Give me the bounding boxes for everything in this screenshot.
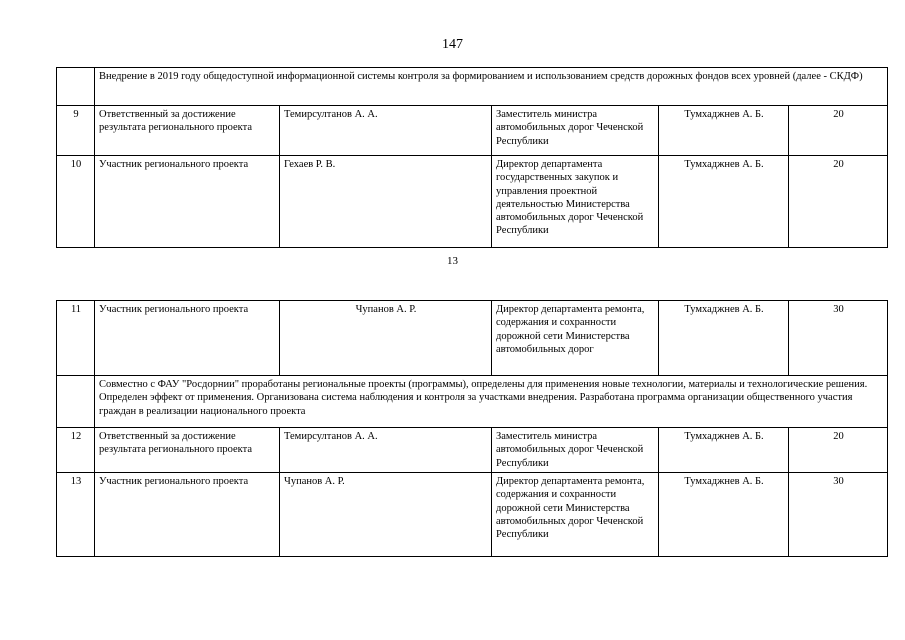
table-row	[57, 156, 888, 248]
supervisor-cell: Тумхаджнев А. Б.	[659, 156, 789, 248]
table-row	[57, 428, 888, 473]
section-row	[57, 68, 888, 106]
row-number: 13	[57, 473, 95, 557]
table-row	[57, 106, 888, 156]
participants-table-top	[56, 67, 888, 248]
name-cell: Чупанов А. Р.	[280, 473, 492, 557]
role-cell: Участник регионального проекта	[95, 301, 280, 376]
row-number: 10	[57, 156, 95, 248]
row-number: 11	[57, 301, 95, 376]
section-text: Совместно с ФАУ "Росдорнии" проработаны региональные проекты (программы), определены для применения новые технологии, материалы и технологические решения. Определен эффект от применения. Организована система наблюдения и контроля за участками внедрения. Разработана программа организации общественного участия граждан в реализации национального проекта	[95, 376, 888, 428]
supervisor-cell: Тумхаджнев А. Б.	[659, 473, 789, 557]
position-cell: Заместитель министра автомобильных дорог Чеченской Республики	[492, 106, 659, 156]
row-number: 9	[57, 106, 95, 156]
name-cell: Темирсултанов А. А.	[280, 106, 492, 156]
section-text: Внедрение в 2019 году общедоступной информационной системы контроля за формированием и использованием средств дорожных фондов всех уровней (далее - СКДФ)	[95, 68, 888, 106]
role-cell: Участник регионального проекта	[95, 473, 280, 557]
name-cell: Гехаев Р. В.	[280, 156, 492, 248]
position-cell: Директор департамента ремонта, содержания и сохранности дорожной сети Министерства автомобильных дорог Чеченской Республики	[492, 473, 659, 557]
table-row	[57, 301, 888, 376]
score-cell: 20	[789, 156, 888, 248]
position-cell: Заместитель министра автомобильных дорог Чеченской Республики	[492, 428, 659, 473]
position-cell: Директор департамента государственных закупок и управления проектной деятельностью Министерства автомобильных дорог Чеченской Республики	[492, 156, 659, 248]
position-cell: Директор департамента ремонта, содержания и сохранности дорожной сети Министерства автомобильных дорог	[492, 301, 659, 376]
score-cell: 30	[789, 301, 888, 376]
role-cell: Ответственный за достижение результата регионального проекта	[95, 106, 280, 156]
supervisor-cell: Тумхаджнев А. Б.	[659, 428, 789, 473]
role-cell: Ответственный за достижение результата регионального проекта	[95, 428, 280, 473]
supervisor-cell: Тумхаджнев А. Б.	[659, 106, 789, 156]
section-row	[57, 376, 888, 428]
section-num-cell	[57, 376, 95, 428]
participants-table-bottom	[56, 300, 888, 557]
page-number: 147	[442, 37, 463, 52]
name-cell: Чупанов А. Р.	[280, 301, 492, 376]
inner-page-number: 13	[447, 255, 458, 267]
score-cell: 20	[789, 106, 888, 156]
table-row	[57, 473, 888, 557]
supervisor-cell: Тумхаджнев А. Б.	[659, 301, 789, 376]
name-cell: Темирсултанов А. А.	[280, 428, 492, 473]
role-cell: Участник регионального проекта	[95, 156, 280, 248]
section-num-cell	[57, 68, 95, 106]
score-cell: 20	[789, 428, 888, 473]
row-number: 12	[57, 428, 95, 473]
score-cell: 30	[789, 473, 888, 557]
